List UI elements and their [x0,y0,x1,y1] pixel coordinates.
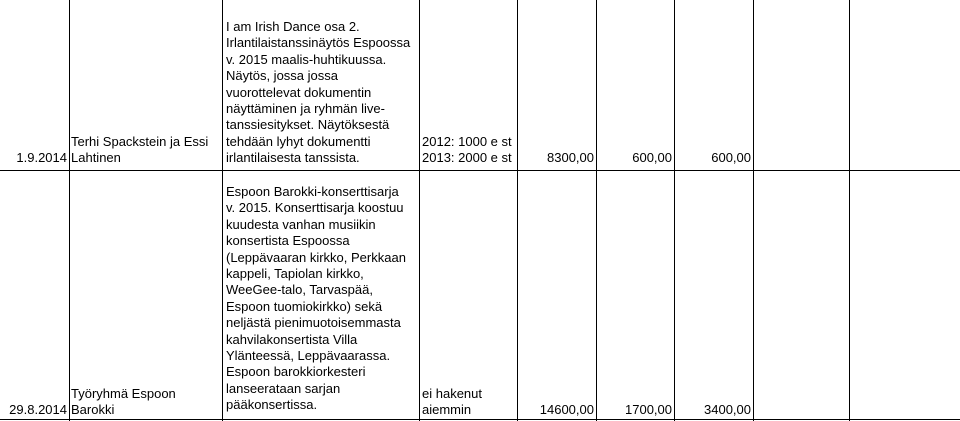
amount-granted-cell: 600,00 [711,150,751,165]
amount-proposed-cell: 1700,00 [625,402,672,417]
applicant-cell [71,134,221,167]
description-line: v. 2015 maalis-huhtikuussa. [226,51,387,67]
previous-grant-line: 2013: 2000 e st [422,150,512,166]
description-line: tanssiesitykset. Näytöksestä [226,117,390,133]
applicant-line: Terhi Spackstein ja Essi [71,134,209,149]
date-cell: 29.8.2014 [9,402,67,417]
description-line: Näytös, jossa jossa [226,68,338,84]
description-line: v. 2015. Konserttisarja koostuu [226,200,404,216]
description-line: kappeli, Tapiolan kirkko, [226,266,364,282]
amount-applied-cell: 14600,00 [539,402,594,417]
description-line: Ylänteessä, Leppävaarassa. [226,348,391,364]
grid-line-vertical [419,0,420,421]
grid-line-vertical [222,0,223,421]
amount-proposed-cell: 600,00 [632,150,672,165]
previous-grants-cell [422,134,516,167]
description-line: Irlantilaistanssinäytös Espoossa [226,35,411,51]
description-line: vuorottelevat dokumentin [226,84,372,100]
description-line: irlantilaisesta tanssista. [226,150,360,166]
description-line: WeeGee-talo, Tarvaspää, [226,282,373,298]
description-line: konsertista Espoossa [226,233,350,249]
applicant-cell [71,386,221,419]
grid-line-vertical [674,0,675,421]
amount-granted-cell: 3400,00 [704,402,751,417]
previous-grant-line: aiemmin [422,402,472,418]
grid-line-vertical [849,0,850,421]
description-line: näyttäminen ja ryhmän live- [226,101,385,117]
amount-applied-cell: 8300,00 [547,150,594,165]
applicant-line: Työryhmä Espoon [71,386,176,401]
description-line: (Leppävaaran kirkko, Perkkaan [226,249,406,265]
description-line: lanseerataan sarjan [226,380,341,396]
description-line: Espoon Barokki-konserttisarja [226,184,399,199]
grid-line-vertical [753,0,754,421]
description-line: neljästä pienimuotoisemmasta [226,315,401,331]
description-cell [226,184,418,414]
grid-line-horizontal [0,419,960,420]
description-line: Espoon barokkiorkesteri [226,364,366,380]
description-line: kahvilakonsertista Villa [226,331,358,347]
previous-grant-line: ei hakenut [422,386,482,401]
description-line: tehdään lyhyt dokumentti [226,133,371,149]
description-cell [226,19,418,167]
description-line: Espoon tuomiokirkko) sekä [226,298,383,314]
applicant-line: Barokki [71,402,115,418]
description-line: pääkonsertissa. [226,397,318,413]
grid-line-horizontal [0,170,960,171]
applicant-line: Lahtinen [71,150,121,166]
grid-line-vertical [596,0,597,421]
previous-grant-line: 2012: 1000 e st [422,134,512,149]
grid-line-vertical [517,0,518,421]
description-line: I am Irish Dance osa 2. [226,19,360,34]
previous-grants-cell [422,386,516,419]
description-line: kuudesta vanhan musiikin [226,216,376,232]
date-cell: 1.9.2014 [16,150,67,165]
grid-line-vertical [69,0,70,421]
